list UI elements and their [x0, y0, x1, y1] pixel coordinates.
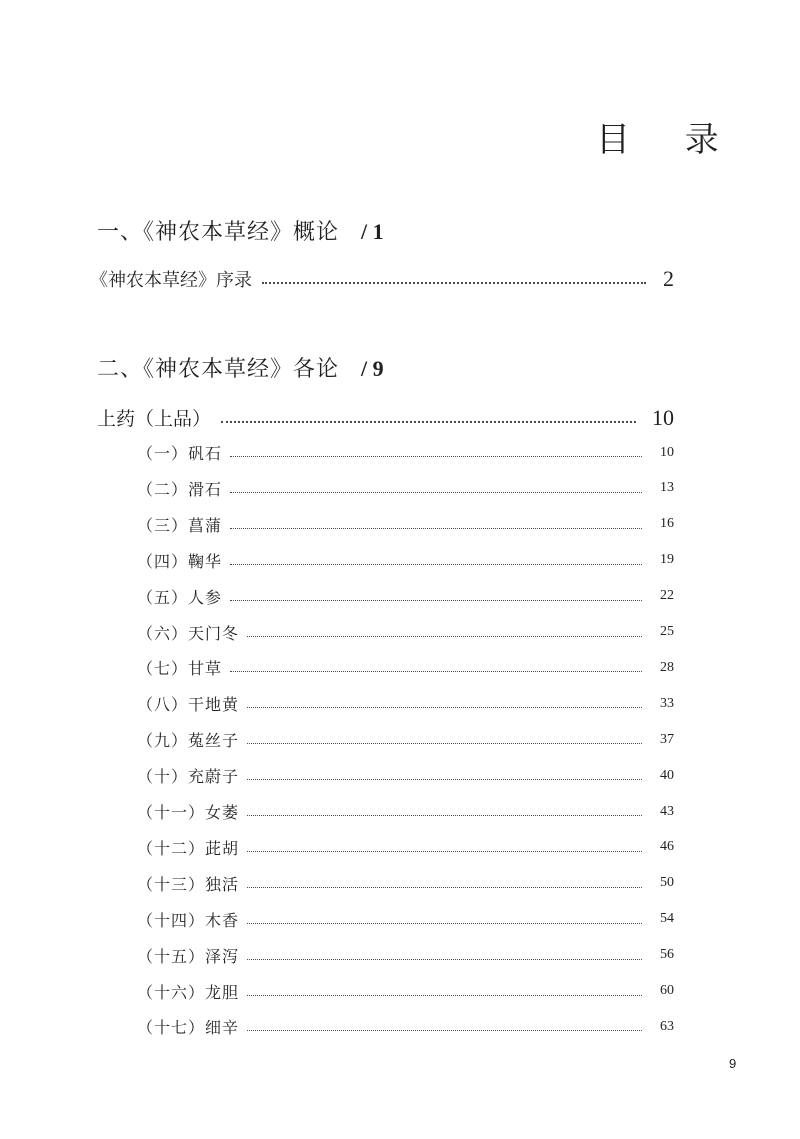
toc-item-page: 25 [660, 624, 674, 639]
dot-leader [247, 707, 642, 708]
toc-item[interactable] [137, 656, 674, 679]
toc-item-label: （九）菟丝子 [137, 731, 240, 751]
toc-item-label: （十七）细辛 [137, 1018, 240, 1038]
toc-item-page: 46 [660, 839, 674, 855]
dot-leader [230, 492, 642, 493]
toc-item-label: （八）干地黄 [137, 695, 240, 715]
section-heading-text: 二、《神农本草经》各论 [97, 357, 340, 382]
toc-item-page: 37 [660, 731, 674, 747]
toc-item-page: 22 [660, 588, 674, 604]
toc-item-label: （二）滑石 [137, 479, 223, 499]
toc-entry-label: 上药（上品） [97, 408, 212, 430]
toc-item-label: （十六）龙胆 [137, 982, 240, 1002]
dot-leader [247, 779, 642, 780]
toc-item[interactable] [137, 872, 674, 895]
toc-item-label: （四）鞠华 [137, 551, 223, 571]
section-page-number: / 1 [361, 219, 384, 244]
dot-leader [230, 600, 642, 601]
toc-item-label: （一）矾石 [137, 444, 223, 463]
section-heading-1 [97, 215, 384, 246]
toc-item-page: 50 [660, 875, 674, 891]
toc-item[interactable] [137, 728, 674, 751]
toc-item-page: 54 [660, 911, 674, 927]
toc-entry-group[interactable] [97, 404, 674, 431]
toc-item-label: （七）甘草 [137, 659, 223, 679]
toc-item[interactable] [137, 477, 674, 500]
dot-leader [247, 923, 642, 924]
toc-item-page: 13 [660, 480, 674, 496]
toc-item-page: 43 [660, 803, 674, 819]
dot-leader [221, 421, 636, 423]
toc-item-label: （十二）茈胡 [137, 838, 240, 858]
dot-leader [247, 959, 642, 960]
toc-entry-label: 《神农本草经》序录 [90, 270, 252, 291]
dot-leader [247, 1030, 642, 1031]
dot-leader [247, 995, 642, 996]
dot-leader [247, 743, 642, 744]
section-heading-text: 一、《神农本草经》概论 [97, 220, 340, 245]
dot-leader [230, 456, 642, 457]
toc-item[interactable] [137, 441, 674, 464]
toc-item-label: （五）人参 [137, 587, 223, 607]
dot-leader [247, 887, 642, 888]
toc-item[interactable] [137, 621, 674, 644]
toc-item[interactable] [137, 908, 674, 931]
toc-item[interactable] [137, 513, 674, 536]
toc-item-label: （十五）泽泻 [137, 946, 240, 966]
toc-item-page: 56 [660, 947, 674, 963]
toc-item-label: （三）菖蒲 [137, 515, 223, 535]
toc-item[interactable] [137, 944, 674, 967]
page-title: 目 录 [596, 120, 741, 160]
toc-item-page: 19 [660, 552, 674, 568]
toc-item-label: （十）充蔚子 [137, 767, 240, 787]
toc-item-label: （六）天门冬 [137, 623, 240, 643]
toc-item[interactable] [137, 585, 674, 608]
toc-item-page: 60 [660, 983, 674, 998]
dot-leader [247, 851, 642, 852]
toc-item[interactable] [137, 980, 674, 1003]
dot-leader [230, 528, 642, 529]
toc-item-label: （十三）独活 [137, 874, 240, 894]
toc-item-label: （十四）木香 [137, 910, 240, 930]
toc-item-page: 28 [660, 659, 674, 675]
toc-page-number: 10 [652, 404, 674, 430]
toc-item[interactable] [137, 836, 674, 859]
toc-item-page: 16 [660, 516, 674, 532]
toc-item[interactable] [137, 549, 674, 572]
section-heading-2 [97, 352, 384, 383]
dot-leader [230, 564, 642, 565]
toc-item-page: 33 [660, 695, 674, 711]
toc-item[interactable] [137, 692, 674, 715]
toc-item[interactable] [137, 800, 674, 823]
toc-item[interactable] [137, 1015, 674, 1038]
toc-item[interactable] [137, 764, 674, 787]
toc-entry-preface[interactable] [90, 266, 674, 292]
toc-item-label: （十一）女萎 [137, 803, 240, 822]
page-folio: 9 [729, 1056, 737, 1071]
dot-leader [247, 636, 642, 637]
toc-page-number: 2 [663, 266, 674, 291]
toc-item-page: 10 [660, 444, 674, 460]
toc-item-page: 40 [660, 767, 674, 783]
dot-leader [230, 671, 642, 672]
toc-item-page: 63 [660, 1018, 674, 1034]
section-page-number: / 9 [361, 356, 384, 381]
dot-leader [247, 815, 642, 816]
dot-leader [262, 282, 646, 284]
